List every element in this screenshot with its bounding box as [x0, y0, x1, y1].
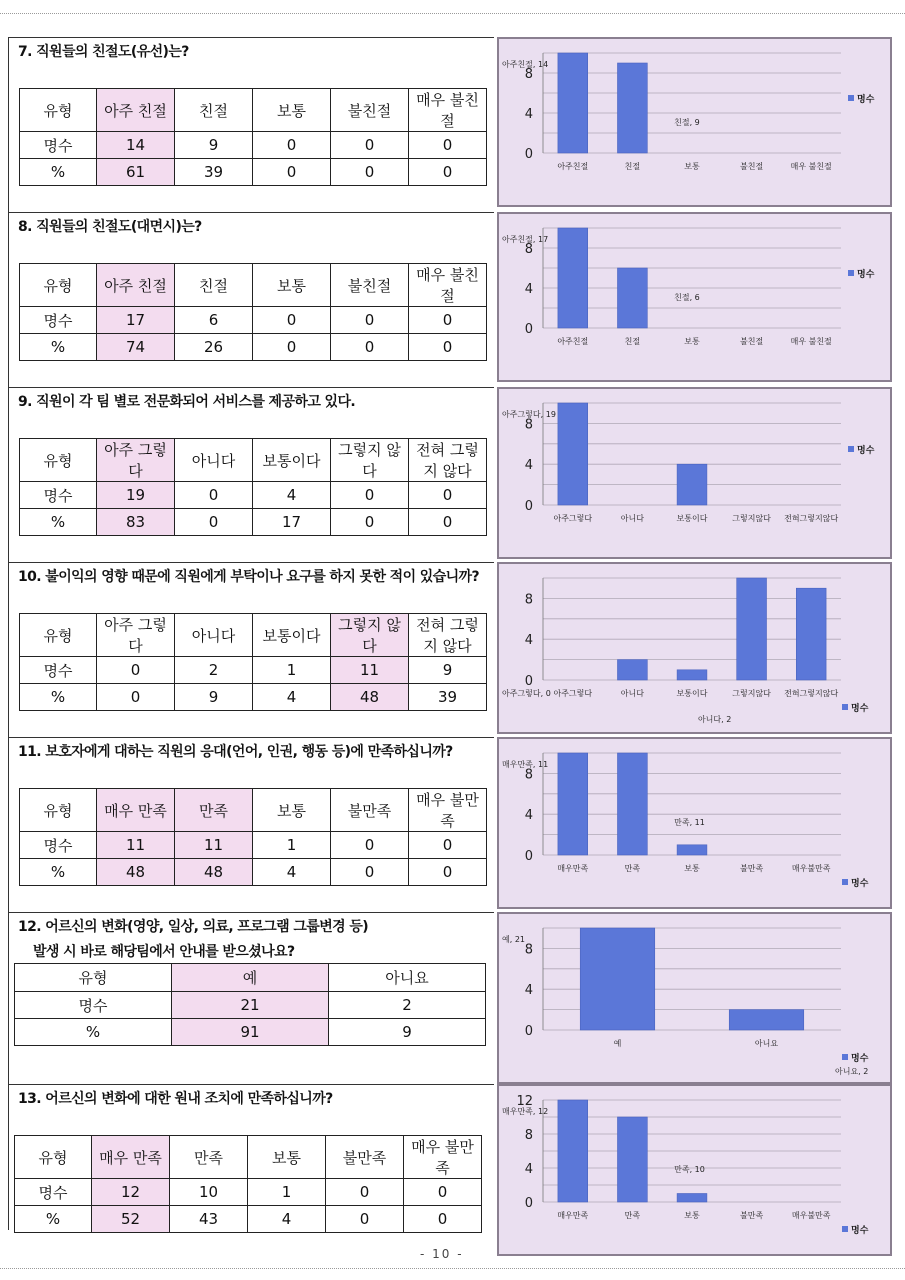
data-label: 아주친절, 14 — [502, 60, 549, 69]
table-cell: 0 — [175, 482, 253, 509]
table-cell: 0 — [404, 1206, 482, 1233]
bar-chart — [497, 387, 892, 559]
x-tick-label: 보통 — [684, 337, 700, 346]
table-cell: 0 — [97, 657, 175, 684]
table-cell: 0 — [331, 334, 409, 361]
table-cell: 4 — [248, 1206, 326, 1233]
x-tick-label: 예 — [613, 1039, 622, 1048]
question-title: 10. 불이익의 영향 때문에 직원에게 부탁이나 요구를 하지 못한 적이 있습니까? — [18, 569, 479, 585]
table-cell: 0 — [253, 159, 331, 186]
x-tick-label: 아주친절 — [557, 337, 589, 346]
table-cell: 0 — [253, 307, 331, 334]
x-tick-label: 전혀그렇지않다 — [784, 514, 839, 523]
legend-swatch — [842, 1226, 848, 1232]
legend-swatch — [842, 879, 848, 885]
table-cell: 아주 그렇다 — [97, 439, 175, 482]
data-label: 아니요, 2 — [835, 1067, 869, 1076]
table-cell: 11 — [97, 832, 175, 859]
bar-chart — [497, 737, 892, 909]
bar — [796, 588, 826, 680]
x-tick-label: 불만족 — [740, 1211, 764, 1220]
table-cell: 0 — [409, 482, 487, 509]
x-tick-label: 아니다 — [620, 689, 644, 698]
table-cell: 유형 — [20, 264, 97, 307]
data-label: 만족, 10 — [674, 1165, 705, 1174]
question-section — [8, 1084, 494, 1230]
table-cell: 0 — [409, 307, 487, 334]
table-cell: 11 — [175, 832, 253, 859]
count-row — [20, 832, 487, 859]
chart-svg — [499, 739, 890, 907]
x-tick-label: 친절 — [624, 337, 641, 346]
count-row — [15, 992, 486, 1019]
y-tick-label: 4 — [524, 282, 533, 297]
y-tick-label: 4 — [524, 808, 533, 824]
x-tick-label: 매우만족 — [557, 864, 589, 873]
x-tick-label: 보통 — [684, 162, 700, 171]
legend-swatch — [848, 270, 854, 276]
table-cell: 0 — [326, 1179, 404, 1206]
table-cell: 21 — [172, 992, 329, 1019]
table-cell: 예 — [172, 964, 329, 992]
y-tick-label: 8 — [524, 67, 533, 82]
table-cell: 4 — [253, 684, 331, 711]
table-cell: 12 — [92, 1179, 170, 1206]
table-cell: 48 — [331, 684, 409, 711]
legend-label: 명수 — [857, 446, 875, 456]
table-cell: 74 — [97, 334, 175, 361]
table-cell: 4 — [253, 859, 331, 886]
table-cell: 0 — [409, 832, 487, 859]
table-cell: 아니다 — [175, 614, 253, 657]
table-cell: 39 — [409, 684, 487, 711]
bar — [737, 578, 767, 680]
table-cell: 0 — [409, 159, 487, 186]
table-cell: 매우 불친절 — [409, 89, 487, 132]
table-cell: 61 — [97, 159, 175, 186]
question-section — [8, 37, 494, 212]
table-cell: 0 — [326, 1206, 404, 1233]
table-cell: % — [20, 334, 97, 361]
table-cell: 불만족 — [331, 789, 409, 832]
table-cell: 아주 친절 — [97, 89, 175, 132]
table-cell: 10 — [170, 1179, 248, 1206]
table-cell: % — [20, 159, 97, 186]
legend-label: 명수 — [857, 95, 875, 105]
response-table — [19, 438, 487, 536]
table-cell: 52 — [92, 1206, 170, 1233]
table-cell: 보통이다 — [253, 439, 331, 482]
x-tick-label: 보통 — [684, 864, 700, 873]
table-cell: % — [15, 1019, 172, 1046]
question-subtitle: 발생 시 바로 해당팀에서 안내를 받으셨나요? — [33, 944, 295, 960]
table-cell: 아니요 — [329, 964, 486, 992]
bar — [558, 53, 588, 153]
legend-label: 명수 — [857, 270, 875, 280]
header-row — [15, 1136, 482, 1179]
y-tick-label: 0 — [524, 1196, 533, 1211]
table-cell: 보통 — [253, 89, 331, 132]
table-cell: 17 — [253, 509, 331, 536]
chart-svg — [499, 914, 890, 1082]
table-cell: 0 — [175, 509, 253, 536]
table-cell: 2 — [329, 992, 486, 1019]
table-cell: 0 — [331, 159, 409, 186]
y-tick-label: 8 — [524, 942, 533, 958]
table-cell: 보통 — [253, 789, 331, 832]
table-cell: 보통 — [253, 264, 331, 307]
table-cell: 9 — [175, 132, 253, 159]
legend-swatch — [842, 704, 848, 710]
bar — [618, 63, 648, 153]
x-tick-label: 불만족 — [740, 864, 764, 873]
bar — [618, 1117, 648, 1202]
table-cell: % — [15, 1206, 92, 1233]
table-cell: 그렇지 않다 — [331, 614, 409, 657]
x-tick-label: 그렇지않다 — [732, 514, 771, 523]
table-cell: 0 — [331, 307, 409, 334]
table-cell: 0 — [253, 132, 331, 159]
chart-svg — [499, 564, 890, 732]
question-title: 9. 직원이 각 팀 별로 전문화되어 서비스를 제공하고 있다. — [18, 394, 356, 410]
table-cell: 0 — [409, 859, 487, 886]
x-tick-label: 아니다 — [620, 514, 644, 523]
x-tick-label: 만족 — [624, 864, 641, 873]
y-tick-label: 0 — [524, 499, 533, 514]
x-tick-label: 아주친절 — [557, 162, 589, 171]
table-cell: 친절 — [175, 264, 253, 307]
table-cell: 0 — [97, 684, 175, 711]
legend-swatch — [842, 1054, 848, 1060]
table-cell: 매우 만족 — [92, 1136, 170, 1179]
table-cell: 유형 — [20, 789, 97, 832]
x-tick-label: 보통이다 — [676, 689, 708, 698]
question-title: 11. 보호자에게 대하는 직원의 응대(언어, 인권, 행동 등)에 만족하십니까? — [18, 744, 453, 760]
bar — [677, 464, 707, 505]
table-cell: 48 — [97, 859, 175, 886]
question-title: 13. 어르신의 변화에 대한 원내 조치에 만족하십니까? — [18, 1091, 333, 1107]
table-cell: 매우 불친절 — [409, 264, 487, 307]
table-cell: 17 — [97, 307, 175, 334]
table-cell: 명수 — [15, 992, 172, 1019]
data-label: 아주그렇다, 19 — [502, 410, 556, 419]
y-tick-label: 4 — [524, 1162, 533, 1177]
legend-label: 명수 — [851, 879, 869, 889]
table-cell: 9 — [409, 657, 487, 684]
response-table — [19, 263, 487, 361]
response-table — [19, 788, 487, 886]
data-label: 매우만족, 12 — [502, 1107, 549, 1116]
y-tick-label: 8 — [524, 592, 533, 608]
x-tick-label: 전혀그렇지않다 — [784, 689, 839, 698]
table-cell: 43 — [170, 1206, 248, 1233]
table-cell: 0 — [409, 334, 487, 361]
bar — [558, 753, 588, 855]
question-section — [8, 737, 494, 912]
table-cell: 불친절 — [331, 264, 409, 307]
percent-row — [20, 159, 487, 186]
table-cell: 명수 — [15, 1179, 92, 1206]
response-table — [19, 613, 487, 711]
table-cell: 48 — [175, 859, 253, 886]
data-label: 아주친절, 17 — [502, 235, 549, 244]
y-tick-label: 12 — [516, 1094, 533, 1109]
x-tick-label: 보통 — [684, 1211, 700, 1220]
table-cell: 0 — [404, 1179, 482, 1206]
data-label: 예, 21 — [502, 935, 525, 944]
legend-label: 명수 — [851, 1054, 869, 1064]
y-tick-label: 4 — [524, 458, 533, 474]
y-tick-label: 0 — [524, 674, 533, 689]
header-row — [20, 89, 487, 132]
table-cell: 0 — [331, 859, 409, 886]
legend-label: 명수 — [851, 1226, 869, 1236]
x-tick-label: 아니요 — [754, 1039, 779, 1048]
bar — [677, 1194, 707, 1203]
table-cell: 보통이다 — [253, 614, 331, 657]
table-cell: 0 — [409, 132, 487, 159]
y-tick-label: 8 — [524, 767, 533, 783]
bar-chart — [497, 1084, 892, 1256]
percent-row — [20, 509, 487, 536]
bar-chart — [497, 912, 892, 1084]
response-table — [19, 88, 487, 186]
table-cell: 명수 — [20, 132, 97, 159]
bar-chart — [497, 562, 892, 734]
percent-row — [20, 859, 487, 886]
count-row — [20, 657, 487, 684]
header-row — [20, 614, 487, 657]
x-tick-label: 아주그렇다 — [553, 689, 593, 698]
x-tick-label: 불친절 — [740, 337, 764, 346]
data-label: 친절, 9 — [674, 118, 700, 127]
table-cell: 만족 — [170, 1136, 248, 1179]
x-tick-label: 매우 불친절 — [790, 337, 832, 346]
table-cell: 1 — [248, 1179, 326, 1206]
x-tick-label: 매우불만족 — [791, 864, 831, 873]
y-tick-label: 4 — [524, 983, 533, 999]
bar — [677, 845, 707, 855]
table-cell: 4 — [253, 482, 331, 509]
bar-chart — [497, 37, 892, 207]
table-cell: 91 — [172, 1019, 329, 1046]
table-cell: 불만족 — [326, 1136, 404, 1179]
table-cell: 14 — [97, 132, 175, 159]
table-cell: 11 — [331, 657, 409, 684]
table-cell: 매우 만족 — [97, 789, 175, 832]
x-tick-label: 매우만족 — [557, 1211, 589, 1220]
table-cell: 9 — [175, 684, 253, 711]
table-cell: 아주 친절 — [97, 264, 175, 307]
header-row — [20, 789, 487, 832]
table-cell: 명수 — [20, 482, 97, 509]
x-tick-label: 매우불만족 — [791, 1211, 831, 1220]
table-cell: 26 — [175, 334, 253, 361]
count-row — [20, 482, 487, 509]
y-tick-label: 8 — [524, 417, 533, 433]
x-tick-label: 만족 — [624, 1211, 641, 1220]
bar — [558, 403, 588, 505]
table-cell: 0 — [331, 132, 409, 159]
bottom-divider — [0, 1268, 905, 1269]
table-cell: 0 — [253, 334, 331, 361]
table-cell: 명수 — [20, 657, 97, 684]
percent-row — [20, 684, 487, 711]
table-cell: 만족 — [175, 789, 253, 832]
bar — [618, 753, 648, 855]
response-table — [14, 963, 486, 1046]
question-section — [8, 912, 494, 1084]
table-cell: 유형 — [20, 614, 97, 657]
question-section — [8, 212, 494, 387]
y-tick-label: 0 — [524, 1024, 533, 1039]
table-cell: 보통 — [248, 1136, 326, 1179]
chart-svg — [499, 1086, 890, 1254]
bar — [618, 660, 648, 680]
bar — [677, 670, 707, 680]
table-cell: % — [20, 859, 97, 886]
percent-row — [15, 1019, 486, 1046]
table-cell: 명수 — [20, 832, 97, 859]
table-cell: 전혀 그렇지 않다 — [409, 439, 487, 482]
header-row — [20, 264, 487, 307]
table-cell: 1 — [253, 657, 331, 684]
x-tick-label: 불친절 — [740, 162, 764, 171]
table-cell: 19 — [97, 482, 175, 509]
table-cell: 매우 불만족 — [409, 789, 487, 832]
count-row — [15, 1179, 482, 1206]
table-cell: 1 — [253, 832, 331, 859]
table-cell: 전혀 그렇지 않다 — [409, 614, 487, 657]
x-tick-label: 친절 — [624, 162, 641, 171]
table-cell: 2 — [175, 657, 253, 684]
data-label: 아주그렇다, 0 — [502, 689, 551, 698]
table-cell: % — [20, 684, 97, 711]
data-label: 친절, 6 — [674, 293, 700, 302]
table-cell: 명수 — [20, 307, 97, 334]
y-tick-label: 8 — [524, 242, 533, 257]
table-cell: 유형 — [15, 964, 172, 992]
header-row — [20, 439, 487, 482]
question-title: 7. 직원들의 친절도(유선)는? — [18, 44, 189, 60]
x-tick-label: 그렇지않다 — [732, 689, 771, 698]
x-tick-label: 매우 불친절 — [790, 162, 832, 171]
bar — [558, 1100, 588, 1202]
bar — [558, 228, 588, 328]
bar — [618, 268, 648, 328]
legend-swatch — [848, 446, 854, 452]
y-tick-label: 0 — [524, 849, 533, 864]
data-label: 아니다, 2 — [697, 715, 732, 724]
y-tick-label: 0 — [524, 147, 533, 162]
header-row — [15, 964, 486, 992]
x-tick-label: 아주그렇다 — [553, 514, 593, 523]
bar — [580, 928, 655, 1030]
table-cell: 아주 그렇다 — [97, 614, 175, 657]
table-cell: 유형 — [20, 439, 97, 482]
response-table — [14, 1135, 482, 1233]
count-row — [20, 132, 487, 159]
bar-chart — [497, 212, 892, 382]
table-cell: 친절 — [175, 89, 253, 132]
table-cell: 0 — [331, 509, 409, 536]
table-cell: 유형 — [15, 1136, 92, 1179]
table-cell: 39 — [175, 159, 253, 186]
question-section — [8, 562, 494, 737]
chart-svg — [499, 214, 890, 380]
count-row — [20, 307, 487, 334]
legend-swatch — [848, 95, 854, 101]
table-cell: 83 — [97, 509, 175, 536]
bar — [729, 1010, 804, 1030]
table-cell: 유형 — [20, 89, 97, 132]
chart-svg — [499, 39, 890, 205]
table-cell: 아니다 — [175, 439, 253, 482]
question-title: 8. 직원들의 친절도(대면시)는? — [18, 219, 202, 235]
legend-label: 명수 — [851, 704, 869, 714]
y-tick-label: 0 — [524, 322, 533, 337]
table-cell: 0 — [331, 832, 409, 859]
chart-svg — [499, 389, 890, 557]
table-cell: 0 — [409, 509, 487, 536]
page-number: - 10 - — [420, 1247, 464, 1261]
table-cell: 9 — [329, 1019, 486, 1046]
table-cell: 그렇지 않다 — [331, 439, 409, 482]
table-cell: 6 — [175, 307, 253, 334]
data-label: 만족, 11 — [674, 818, 705, 827]
y-tick-label: 4 — [524, 633, 533, 649]
x-tick-label: 보통이다 — [676, 514, 708, 523]
table-cell: 0 — [331, 482, 409, 509]
table-cell: 불친절 — [331, 89, 409, 132]
table-cell: 매우 불만족 — [404, 1136, 482, 1179]
question-section — [8, 387, 494, 562]
question-title: 12. 어르신의 변화(영양, 일상, 의료, 프로그램 그룹변경 등) — [18, 919, 369, 935]
percent-row — [20, 334, 487, 361]
percent-row — [15, 1206, 482, 1233]
top-divider — [0, 13, 905, 14]
y-tick-label: 8 — [524, 1128, 533, 1143]
table-cell: % — [20, 509, 97, 536]
data-label: 매우만족, 11 — [502, 760, 549, 769]
y-tick-label: 4 — [524, 107, 533, 122]
